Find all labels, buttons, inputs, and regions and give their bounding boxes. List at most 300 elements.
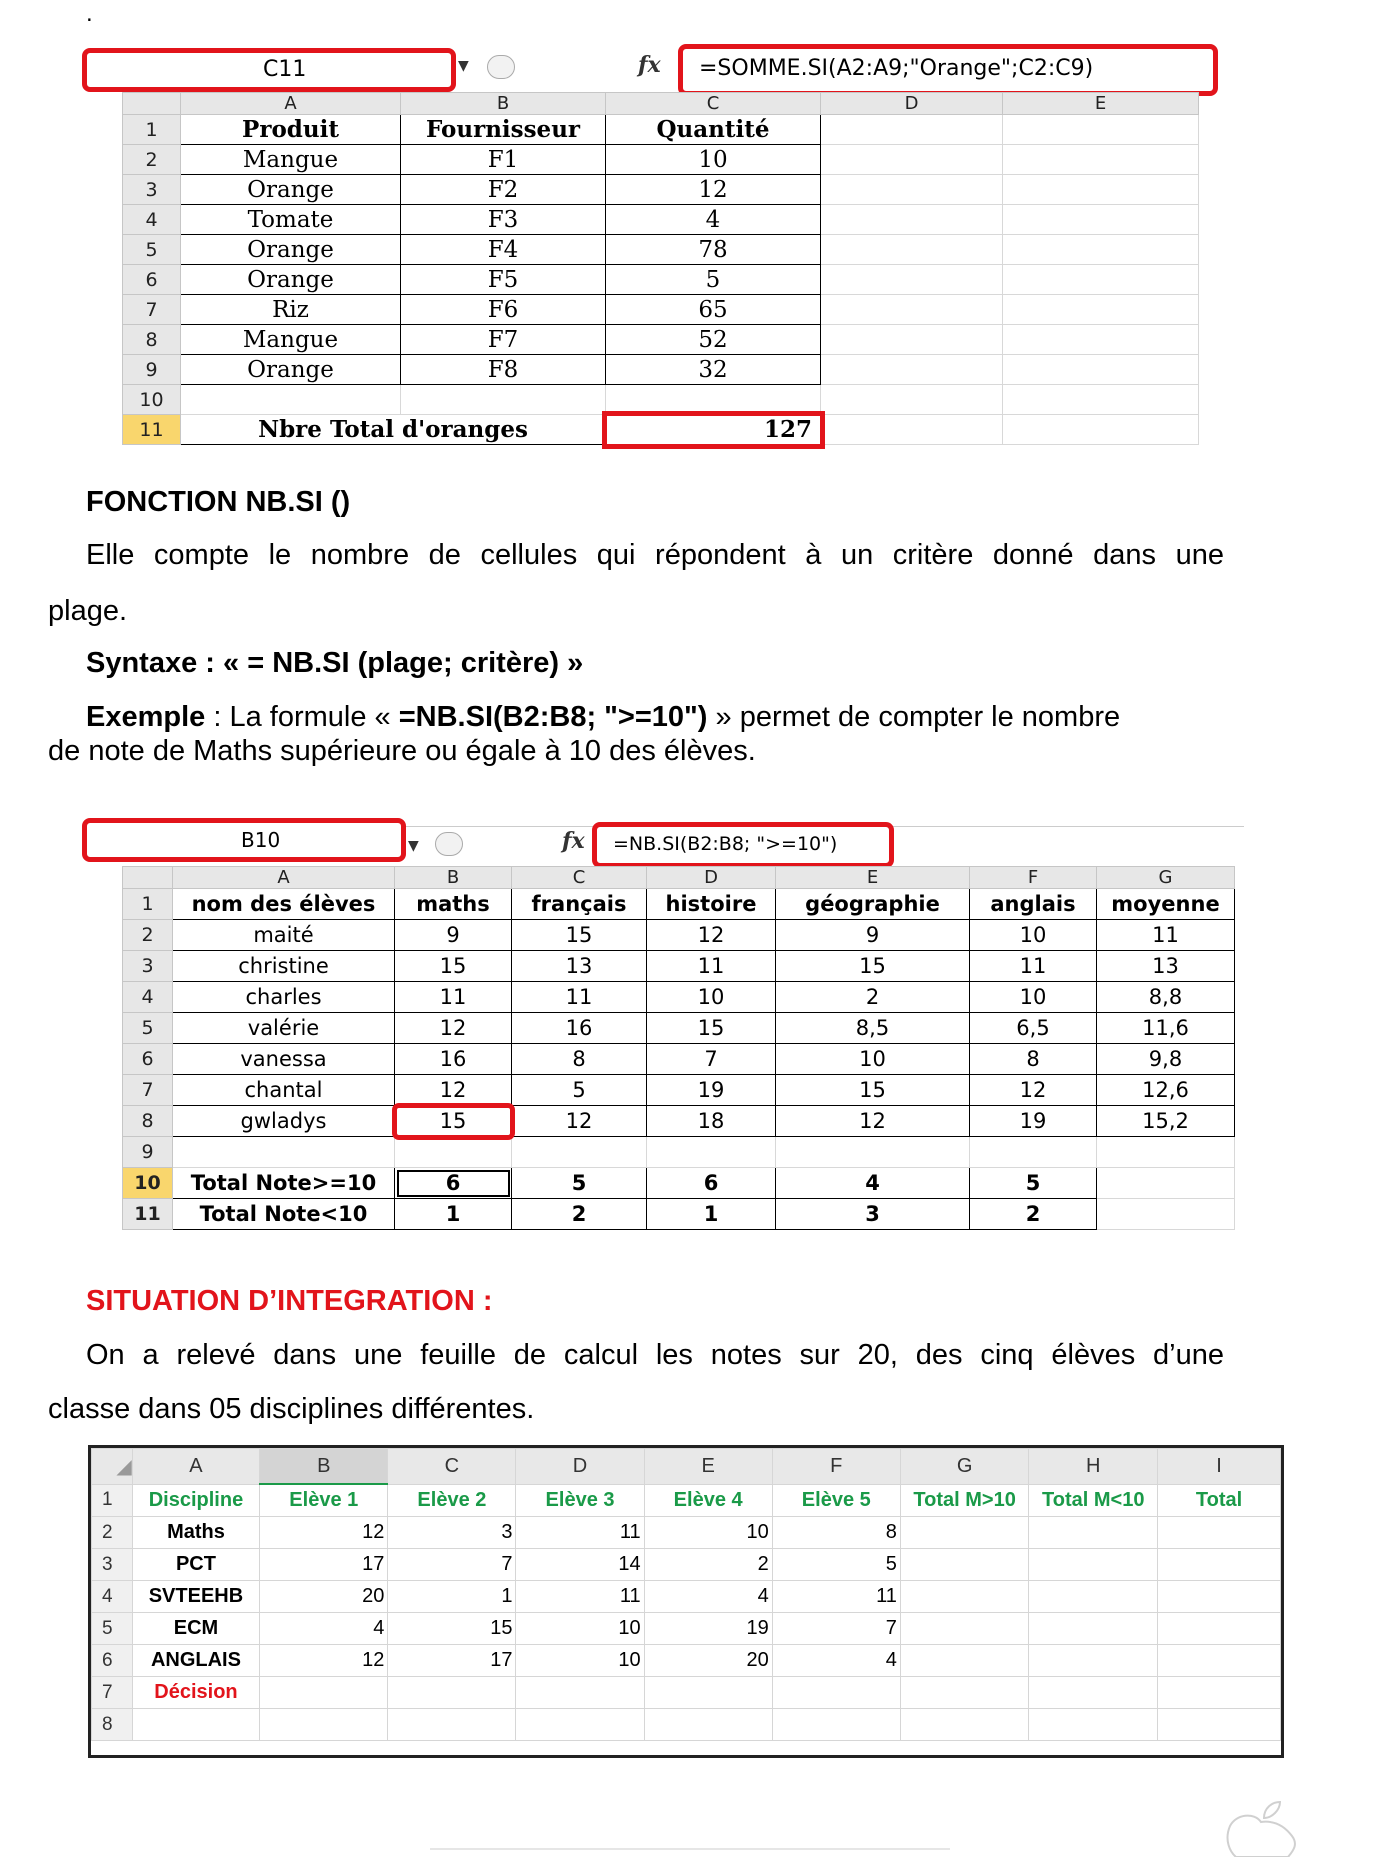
header-cell[interactable]: anglais [970,889,1097,920]
cell[interactable] [900,1709,1029,1741]
column-header-selected[interactable]: B [260,1449,388,1485]
total-label-cell[interactable]: Total Note>=10 [173,1168,395,1199]
cell[interactable]: 11 [647,951,776,982]
row-number[interactable]: 1 [92,1484,133,1517]
column-header[interactable]: G [1097,867,1235,889]
cell[interactable]: Maths [132,1517,260,1549]
cell[interactable] [1029,1709,1158,1741]
highlighted-cell[interactable]: 15 [395,1106,512,1137]
table-row [123,235,1199,265]
cell[interactable]: 10 [776,1044,970,1075]
example-pre: : La formule « [205,701,399,733]
cell[interactable]: 15 [647,1013,776,1044]
cell[interactable] [821,295,1003,325]
cell[interactable] [1003,145,1199,175]
cell[interactable]: 4 [644,1581,772,1613]
table-row [123,1137,1235,1168]
total-value-cell[interactable]: 127 [606,415,821,445]
cell[interactable]: maité [173,920,395,951]
cell[interactable] [1003,175,1199,205]
row-number[interactable]: 3 [92,1549,133,1581]
cell[interactable]: PCT [132,1549,260,1581]
cell[interactable]: 12 [260,1645,388,1677]
cell[interactable]: 2 [644,1549,772,1581]
row-number-selected[interactable]: 11 [123,415,181,445]
cell[interactable]: 11 [772,1581,900,1613]
cell[interactable]: 12 [512,1106,647,1137]
cell[interactable]: 2 [776,982,970,1013]
cell[interactable]: 11 [395,982,512,1013]
column-header-selected[interactable]: C [606,93,821,115]
cell[interactable]: christine [173,951,395,982]
cell[interactable]: 32 [606,355,821,385]
sheet1-name-box[interactable] [82,48,456,92]
row-number[interactable]: 5 [123,1013,173,1044]
total-label-cell[interactable]: Nbre Total d'oranges [181,415,606,445]
apple-logo-icon [1206,1800,1316,1857]
cell[interactable] [900,1517,1029,1549]
row-number[interactable]: 4 [123,982,173,1013]
header-cell[interactable]: Elève 4 [644,1484,772,1517]
cell[interactable]: 8 [772,1517,900,1549]
cell[interactable]: SVTEEHB [132,1581,260,1613]
cell[interactable] [1097,1137,1235,1168]
cell[interactable]: 7 [388,1549,516,1581]
cell[interactable] [1158,1549,1281,1581]
example-label: Exemple [86,701,206,733]
cell[interactable] [821,205,1003,235]
cell[interactable]: 19 [970,1106,1097,1137]
column-header[interactable]: D [647,867,776,889]
example-post: » permet de compter le nombre [707,701,1121,733]
column-header[interactable]: E [644,1449,772,1485]
cell[interactable]: chantal [173,1075,395,1106]
cell[interactable] [1158,1645,1281,1677]
cell[interactable] [1003,295,1199,325]
cell[interactable] [388,1709,516,1741]
sheet1-grid [122,92,1199,445]
cell[interactable]: 9 [395,920,512,951]
cell[interactable]: 4 [260,1613,388,1645]
cell[interactable]: valérie [173,1013,395,1044]
row-number[interactable]: 10 [123,385,181,415]
row-number-selected[interactable]: 10 [123,1168,173,1199]
cell[interactable]: 12 [395,1013,512,1044]
cell[interactable] [1003,115,1199,145]
chevron-down-icon[interactable]: ▼ [408,838,419,854]
header-cell[interactable]: français [512,889,647,920]
cell[interactable] [401,385,606,415]
cell[interactable]: F3 [401,205,606,235]
row-number[interactable]: 2 [123,920,173,951]
fx-icon: fx [638,52,661,78]
syntax-label: Syntaxe : [86,647,215,679]
cell[interactable]: 10 [644,1517,772,1549]
cell[interactable]: 8 [970,1044,1097,1075]
cell[interactable]: F2 [401,175,606,205]
table-row [123,145,1199,175]
cell[interactable]: vanessa [173,1044,395,1075]
cell[interactable]: ANGLAIS [132,1645,260,1677]
column-header[interactable]: F [772,1449,900,1485]
cell[interactable]: 2 [970,1199,1097,1230]
cell[interactable]: 9,8 [1097,1044,1235,1075]
cell[interactable] [821,265,1003,295]
cell[interactable]: 5 [970,1168,1097,1199]
cell[interactable] [900,1581,1029,1613]
cell[interactable] [1003,265,1199,295]
cell[interactable] [512,1137,647,1168]
cell[interactable] [388,1677,516,1709]
cell[interactable] [900,1677,1029,1709]
row-number[interactable]: 7 [123,295,181,325]
cell[interactable]: Orange [181,355,401,385]
cell[interactable]: 15 [512,920,647,951]
cell[interactable]: 52 [606,325,821,355]
example-line [86,700,1224,735]
table-row [123,1168,1235,1199]
cell[interactable] [1097,1168,1235,1199]
row-number[interactable]: 6 [123,265,181,295]
column-header[interactable]: H [1029,1449,1158,1485]
cell[interactable]: 11 [970,951,1097,982]
cell[interactable] [1003,415,1199,445]
column-header[interactable]: A [132,1449,260,1485]
cell[interactable] [821,235,1003,265]
table-row [123,1013,1235,1044]
cell[interactable]: 6,5 [970,1013,1097,1044]
cell[interactable] [1003,385,1199,415]
column-header[interactable]: C [512,867,647,889]
cell[interactable]: 16 [395,1044,512,1075]
header-cell[interactable]: Produit [181,115,401,145]
column-header[interactable]: E [1003,93,1199,115]
header-cell[interactable]: Elève 1 [260,1484,388,1517]
column-header[interactable]: D [516,1449,644,1485]
cell[interactable]: 8 [512,1044,647,1075]
cell[interactable]: 20 [644,1645,772,1677]
cell[interactable]: 13 [512,951,647,982]
cell[interactable] [900,1613,1029,1645]
cell[interactable] [1003,355,1199,385]
cell[interactable]: 5 [772,1549,900,1581]
table-row [123,889,1235,920]
sheet3-frame [88,1445,1284,1758]
column-header-row [123,867,1235,889]
cell[interactable]: 4 [606,205,821,235]
cell[interactable]: 6 [647,1168,776,1199]
row-number[interactable]: 6 [123,1044,173,1075]
header-cell[interactable]: Total [1158,1484,1281,1517]
cell[interactable]: 12 [647,920,776,951]
cell[interactable] [516,1677,644,1709]
cell[interactable] [1003,325,1199,355]
cell[interactable]: 10 [516,1645,644,1677]
cell[interactable]: 19 [647,1075,776,1106]
cell[interactable]: 15 [395,951,512,982]
cell[interactable] [1029,1613,1158,1645]
cell[interactable]: 14 [516,1549,644,1581]
header-cell[interactable]: Quantité [606,115,821,145]
cell[interactable]: 12 [970,1075,1097,1106]
cell[interactable] [900,1549,1029,1581]
cell[interactable]: 10 [970,920,1097,951]
column-header[interactable]: A [173,867,395,889]
cell[interactable] [970,1137,1097,1168]
cell[interactable] [1097,1199,1235,1230]
header-cell[interactable]: Total M<10 [1029,1484,1158,1517]
cell[interactable]: 12 [260,1517,388,1549]
row-number[interactable]: 7 [92,1677,133,1709]
cell[interactable] [821,415,1003,445]
column-header[interactable]: A [181,93,401,115]
cell[interactable]: 17 [260,1549,388,1581]
cell[interactable]: Tomate [181,205,401,235]
cell[interactable] [821,115,1003,145]
cell[interactable]: 11 [516,1517,644,1549]
column-header[interactable]: F [970,867,1097,889]
cell[interactable]: 8,8 [1097,982,1235,1013]
row-number[interactable]: 8 [123,325,181,355]
row-number[interactable]: 5 [123,235,181,265]
cell[interactable]: Orange [181,235,401,265]
cell[interactable]: 2 [512,1199,647,1230]
cell[interactable]: Mangue [181,325,401,355]
column-header[interactable]: C [388,1449,516,1485]
cell[interactable] [1003,235,1199,265]
row-number[interactable]: 2 [123,145,181,175]
cell[interactable] [1003,205,1199,235]
cell[interactable]: 5 [512,1075,647,1106]
cell[interactable] [395,1137,512,1168]
row-number[interactable]: 3 [123,175,181,205]
cell[interactable]: 10 [606,145,821,175]
row-number[interactable]: 8 [92,1709,133,1741]
cell[interactable]: 11 [512,982,647,1013]
cell[interactable]: F4 [401,235,606,265]
section-title-integration: SITUATION D’INTEGRATION : [86,1285,493,1317]
cell[interactable] [647,1137,776,1168]
cell[interactable]: 78 [606,235,821,265]
cell[interactable]: 12 [606,175,821,205]
cell[interactable]: 7 [647,1044,776,1075]
column-header[interactable]: E [776,867,970,889]
total-label-cell[interactable]: Total Note<10 [173,1199,395,1230]
cell[interactable] [772,1677,900,1709]
cell[interactable]: F1 [401,145,606,175]
cell[interactable]: 1 [647,1199,776,1230]
table-row [92,1581,1281,1613]
header-cell[interactable]: moyenne [1097,889,1235,920]
cell[interactable] [821,325,1003,355]
cell[interactable] [260,1709,388,1741]
column-header[interactable]: I [1158,1449,1281,1485]
column-header[interactable]: B [401,93,606,115]
header-cell[interactable]: histoire [647,889,776,920]
nbsi-description-line2: plage. [48,595,128,627]
row-number[interactable]: 5 [92,1613,133,1645]
cell[interactable] [1029,1549,1158,1581]
cell[interactable] [821,355,1003,385]
row-number[interactable]: 7 [123,1075,173,1106]
row-number[interactable]: 9 [123,355,181,385]
header-cell[interactable]: nom des élèves [173,889,395,920]
cell[interactable] [260,1677,388,1709]
cell[interactable] [173,1137,395,1168]
cell[interactable]: Orange [181,265,401,295]
cell[interactable] [1029,1581,1158,1613]
cell[interactable] [776,1137,970,1168]
cell[interactable]: ECM [132,1613,260,1645]
cell[interactable]: 4 [776,1168,970,1199]
cell[interactable]: 15 [776,951,970,982]
cell[interactable] [1029,1517,1158,1549]
row-number[interactable]: 4 [92,1581,133,1613]
cell[interactable] [516,1709,644,1741]
cell[interactable]: 13 [1097,951,1235,982]
sheet2-name-box[interactable] [82,818,406,862]
cell[interactable]: 19 [644,1613,772,1645]
active-cell[interactable]: 6 [395,1168,512,1199]
header-cell[interactable]: géographie [776,889,970,920]
row-number[interactable]: 1 [123,889,173,920]
sheet2-formula-input[interactable] [592,822,894,868]
table-row [123,115,1199,145]
table-row [92,1645,1281,1677]
cell[interactable] [900,1645,1029,1677]
column-header[interactable]: D [821,93,1003,115]
cell[interactable] [821,385,1003,415]
cell[interactable] [821,175,1003,205]
cell[interactable]: 11,6 [1097,1013,1235,1044]
cell[interactable] [1158,1517,1281,1549]
table-row [123,1075,1235,1106]
cell[interactable]: Riz [181,295,401,325]
fx-icon: fx [562,828,585,854]
cell[interactable]: F7 [401,325,606,355]
header-cell[interactable]: Fournisseur [401,115,606,145]
header-cell[interactable]: Total M>10 [900,1484,1029,1517]
row-number[interactable]: 9 [123,1137,173,1168]
cell[interactable]: Orange [181,175,401,205]
cell[interactable]: 15 [388,1613,516,1645]
cell[interactable] [644,1709,772,1741]
cell[interactable]: 10 [516,1613,644,1645]
cell[interactable]: 12 [776,1106,970,1137]
cell[interactable] [1158,1613,1281,1645]
column-header-row [92,1449,1281,1485]
cell[interactable]: 7 [772,1613,900,1645]
cell[interactable] [1158,1709,1281,1741]
integration-line1: On a relevé dans une feuille de calcul les notes sur 20, des cinq élèves d’une [86,1339,1224,1371]
cell[interactable] [1158,1581,1281,1613]
cell[interactable] [181,385,401,415]
row-number[interactable]: 8 [123,1106,173,1137]
chevron-down-icon[interactable]: ▼ [458,58,469,74]
header-cell[interactable]: maths [395,889,512,920]
cell[interactable]: 1 [388,1581,516,1613]
cell[interactable]: 12 [395,1075,512,1106]
cell[interactable]: 17 [388,1645,516,1677]
cell[interactable]: 18 [647,1106,776,1137]
cell[interactable]: 10 [647,982,776,1013]
select-all-corner[interactable] [123,867,173,889]
row-number[interactable]: 1 [123,115,181,145]
cell[interactable]: F8 [401,355,606,385]
cell[interactable]: 16 [512,1013,647,1044]
row-number[interactable]: 6 [92,1645,133,1677]
section-title-nbsi: FONCTION NB.SI () [86,486,351,518]
cell[interactable]: 12,6 [1097,1075,1235,1106]
header-cell[interactable]: Elève 2 [388,1484,516,1517]
table-row [92,1484,1281,1517]
cell[interactable]: 11 [516,1581,644,1613]
cell[interactable]: 4 [772,1645,900,1677]
table-row [123,325,1199,355]
cell[interactable]: 65 [606,295,821,325]
column-header[interactable]: G [900,1449,1029,1485]
table-row [123,1106,1235,1137]
header-cell[interactable]: Elève 5 [772,1484,900,1517]
cell[interactable]: F5 [401,265,606,295]
table-row [123,415,1199,445]
cell[interactable]: 5 [606,265,821,295]
row-number[interactable]: 2 [92,1517,133,1549]
cell[interactable]: 20 [260,1581,388,1613]
decision-label-cell[interactable]: Décision [132,1677,260,1709]
cell[interactable] [606,385,821,415]
cell[interactable] [1158,1677,1281,1709]
table-row [123,1044,1235,1075]
cell[interactable]: 5 [512,1168,647,1199]
row-number[interactable]: 11 [123,1199,173,1230]
select-all-corner[interactable] [123,93,181,115]
cell[interactable] [821,145,1003,175]
cell[interactable] [772,1709,900,1741]
cell[interactable]: charles [173,982,395,1013]
cell[interactable]: 3 [776,1199,970,1230]
cell[interactable] [1029,1677,1158,1709]
header-cell[interactable]: Elève 3 [516,1484,644,1517]
cell[interactable]: 10 [970,982,1097,1013]
row-number[interactable]: 4 [123,205,181,235]
select-all-corner[interactable]: ◢ [92,1449,133,1485]
cell[interactable]: 11 [1097,920,1235,951]
cell[interactable] [132,1709,260,1741]
header-cell[interactable]: Discipline [132,1484,260,1517]
cell[interactable]: 9 [776,920,970,951]
cell[interactable]: 3 [388,1517,516,1549]
sheet2-grid [122,866,1235,1230]
cell[interactable]: gwladys [173,1106,395,1137]
cell[interactable]: F6 [401,295,606,325]
cell[interactable] [1029,1645,1158,1677]
cell[interactable]: 15 [776,1075,970,1106]
cell[interactable]: 15,2 [1097,1106,1235,1137]
column-header-selected[interactable]: B [395,867,512,889]
sheet1-formula-input[interactable] [678,44,1218,96]
sheet3-grid [91,1448,1281,1741]
sheet2-name-box-value: B10 [241,828,281,852]
table-row [92,1613,1281,1645]
row-number[interactable]: 3 [123,951,173,982]
cell[interactable]: 1 [395,1199,512,1230]
cell[interactable]: Mangue [181,145,401,175]
example-line2: de note de Maths supérieure ou égale à 10 des élèves. [48,735,756,767]
syntax-formula: « = NB.SI (plage; critère) » [223,647,584,679]
cell[interactable]: 8,5 [776,1013,970,1044]
cell[interactable] [644,1677,772,1709]
